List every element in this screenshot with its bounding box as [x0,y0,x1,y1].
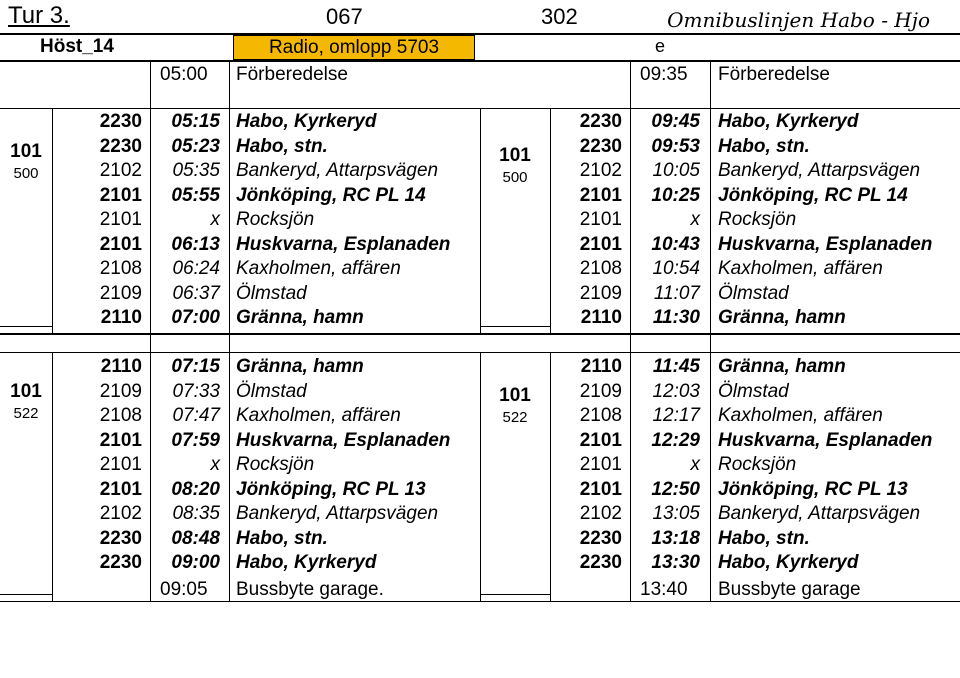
stop-time: 10:05 [652,160,700,181]
stop-name: Bankeryd, Attarpsvägen [236,160,439,181]
stop-time: 07:00 [171,307,220,328]
stop-code: 2108 [579,258,622,279]
stop-time: 07:33 [172,380,220,402]
stop-code: 2101 [99,478,142,500]
stop-name: Rocksjön [236,209,315,230]
stop-name: Huskvarna, Esplanaden [718,233,933,255]
stop-time: 06:13 [171,233,220,255]
grid-line [229,62,230,602]
stop-code: 2230 [99,111,142,132]
stop-time: 10:54 [652,258,700,279]
stop-code: 2102 [579,503,622,524]
stop-name: Habo, stn. [718,527,810,549]
stop-name: Habo, stn. [236,135,328,157]
stop-time: 09:00 [171,552,220,573]
route-number: 500 [502,169,528,186]
stop-code: 2101 [579,209,622,230]
stop-name: Jönköping, RC PL 13 [718,478,908,500]
stop-code: 2101 [99,209,142,230]
divider-sub [0,60,960,62]
stop-code: 2109 [579,380,622,402]
divider-top [0,33,960,35]
stop-time: 07:59 [171,429,220,451]
stop-name: Huskvarna, Esplanaden [236,429,451,451]
stop-time: 13:30 [651,552,700,573]
radio-label: Radio, omlopp 5703 [233,35,475,60]
stop-name: Rocksjön [718,454,797,475]
stop-time: 11:07 [653,282,700,304]
stop-code: 2101 [579,429,622,451]
stop-time: 05:23 [171,135,220,157]
stop-time: 09:53 [651,135,700,157]
stop-name: Gränna, hamn [236,307,364,328]
stop-code: 2230 [579,552,622,573]
stop-name: Ölmstad [236,380,307,402]
stop-name: Gränna, hamn [718,356,846,377]
stop-code: 2101 [579,454,622,475]
stop-name: Habo, Kyrkeryd [236,111,377,132]
end-label-right: Bussbyte garage [718,579,861,600]
stop-time: 09:45 [651,111,700,132]
stop-name: Habo, stn. [718,135,810,157]
prep-time-left: 05:00 [160,64,208,85]
stop-time: 13:05 [652,503,700,524]
stop-time: x [690,454,700,475]
stop-code: 2230 [99,552,142,573]
stop-time: 06:37 [172,282,220,304]
stop-time: 10:25 [651,184,700,206]
vehicle-number: 101 [10,141,42,162]
stop-code: 2101 [99,184,142,206]
route-number: 522 [13,405,39,422]
stop-time: 05:15 [171,111,220,132]
grid-line [630,62,631,602]
stop-name: Bankeryd, Attarpsvägen [718,160,921,181]
stop-code: 2108 [579,405,622,426]
stop-time: 12:03 [652,380,700,402]
stop-name: Kaxholmen, affären [236,258,401,279]
stop-time: 12:29 [651,429,700,451]
stop-time: 05:55 [171,184,220,206]
grid-line [710,62,711,602]
stop-name: Huskvarna, Esplanaden [236,233,451,255]
stop-code: 2101 [99,233,142,255]
prep-time-right: 09:35 [640,64,688,85]
stop-code: 2109 [99,282,142,304]
stop-code: 2108 [99,258,142,279]
stop-code: 2101 [579,478,622,500]
vehicle-box-border [52,352,53,601]
stop-name: Ölmstad [236,282,307,304]
end-time-left: 09:05 [160,579,208,600]
route-number: 500 [13,165,39,182]
vehicle-number: 101 [10,381,42,402]
stop-time: x [690,209,700,230]
season-label: Höst_14 [40,36,114,57]
stop-time: 06:24 [172,258,220,279]
stop-time: 10:43 [651,233,700,255]
stop-code: 2230 [99,527,142,549]
stop-code: 2230 [579,111,622,132]
stop-name: Ölmstad [718,380,789,402]
stop-name: Rocksjön [718,209,797,230]
vehicle-number: 101 [499,385,531,406]
vehicle-number: 101 [499,145,531,166]
vehicle-box-border [0,594,53,595]
tour-title: Tur 3. [8,2,70,29]
prep-label-right: Förberedelse [718,64,830,85]
vehicle-box-border [550,108,551,333]
line-number-b: 302 [541,4,578,29]
stop-time: 08:20 [171,478,220,500]
stop-time: 07:15 [171,356,220,377]
stop-code: 2110 [100,307,142,328]
stop-code: 2102 [99,160,142,181]
stop-name: Habo, stn. [236,527,328,549]
stop-name: Bankeryd, Attarpsvägen [718,503,921,524]
divider-mid [0,333,960,335]
vehicle-box-border [0,326,53,327]
stop-name: Jönköping, RC PL 14 [718,184,908,206]
operator-name: Omnibuslinjen Habo - Hjo [667,8,930,32]
stop-code: 2110 [580,356,622,377]
prep-label-left: Förberedelse [236,64,348,85]
line-number-a: 067 [326,4,363,29]
vehicle-box-border [480,594,551,595]
stop-time: 13:18 [651,527,700,549]
stop-code: 2109 [99,380,142,402]
stop-name: Kaxholmen, affären [718,258,883,279]
stop-code: 2101 [99,429,142,451]
stop-time: x [210,454,220,475]
stop-code: 2230 [579,135,622,157]
stop-name: Bankeryd, Attarpsvägen [236,503,439,524]
stop-name: Jönköping, RC PL 14 [236,184,426,206]
route-number: 522 [502,409,528,426]
vehicle-box-border [480,326,551,327]
stop-name: Gränna, hamn [236,356,364,377]
stop-name: Jönköping, RC PL 13 [236,478,426,500]
stop-time: x [210,209,220,230]
stop-name: Habo, Kyrkeryd [718,111,859,132]
stop-code: 2110 [100,356,142,377]
grid-line [150,62,151,602]
stop-time: 05:35 [172,160,220,181]
stop-code: 2101 [579,233,622,255]
stop-name: Habo, Kyrkeryd [718,552,859,573]
stop-name: Ölmstad [718,282,789,304]
stop-time: 08:35 [172,503,220,524]
vehicle-box-border [480,108,481,333]
stop-name: Kaxholmen, affären [236,405,401,426]
stop-name: Gränna, hamn [718,307,846,328]
stop-code: 2109 [579,282,622,304]
vehicle-box-border [550,352,551,601]
vehicle-box-border [52,108,53,333]
stop-code: 2108 [99,405,142,426]
stop-name: Kaxholmen, affären [718,405,883,426]
stop-code: 2102 [579,160,622,181]
stop-time: 12:50 [651,478,700,500]
stop-name: Rocksjön [236,454,315,475]
stop-time: 11:30 [652,307,700,328]
end-label-left: Bussbyte garage. [236,579,384,600]
stop-code: 2101 [99,454,142,475]
stop-time: 07:47 [172,405,220,426]
stop-code: 2110 [580,307,622,328]
stop-code: 2101 [579,184,622,206]
stop-time: 08:48 [171,527,220,549]
stop-code: 2102 [99,503,142,524]
stop-name: Habo, Kyrkeryd [236,552,377,573]
stop-name: Huskvarna, Esplanaden [718,429,933,451]
stop-code: 2230 [579,527,622,549]
marker-label: e [655,36,666,56]
end-time-right: 13:40 [640,579,688,600]
stop-time: 12:17 [652,405,700,426]
stop-code: 2230 [99,135,142,157]
stop-time: 11:45 [652,356,700,377]
